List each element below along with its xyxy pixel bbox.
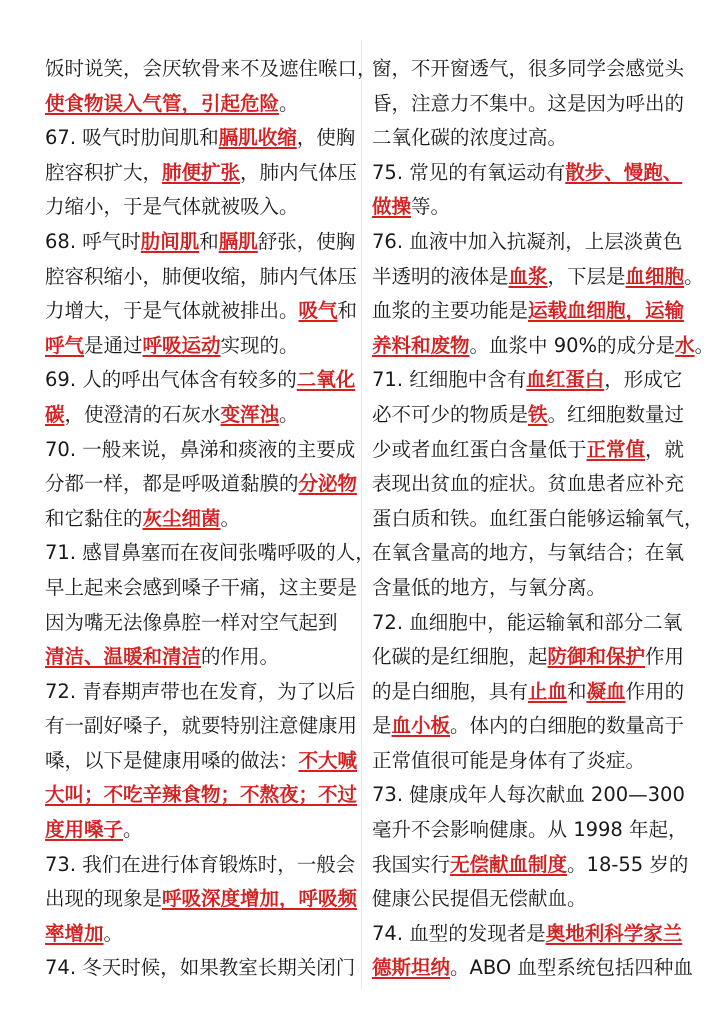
body-text: 因为嘴无法像鼻腔一样对空气起到 (45, 610, 338, 634)
body-text: 69. 人的呼出气体含有较多的 (45, 368, 297, 392)
body-text: 有一副好嗓子，就要特别注意健康用 (45, 714, 358, 738)
text-line (45, 260, 358, 295)
body-text: 实现的。 (220, 333, 299, 357)
highlighted-answer: 防御和保护 (547, 645, 646, 669)
body-text: 和 (567, 679, 587, 703)
text-line (372, 813, 688, 848)
right-column (372, 52, 715, 986)
body-text: 半透明的液体是 (372, 264, 509, 288)
body-text: 72. 青春期声带也在发育，为了以后 (45, 679, 356, 703)
body-text: 73. 我们在进行体育锻炼时，一般会 (45, 852, 356, 876)
highlighted-answer: 变浑浊 (220, 402, 280, 426)
text-line (372, 190, 682, 225)
highlighted-answer: 奥地利科学家兰 (545, 921, 683, 945)
body-text: 我国实行 (372, 852, 451, 876)
text-line (372, 640, 685, 675)
highlighted-answer: 分泌物 (298, 472, 358, 496)
text-line (45, 536, 375, 571)
text-line (45, 467, 358, 502)
highlighted-answer: 血红蛋白 (526, 368, 605, 392)
body-text: 和 (337, 299, 358, 323)
body-text: 力缩小，于是气体就被吸入。 (45, 195, 299, 219)
text-line (372, 882, 682, 917)
text-line (45, 640, 351, 675)
body-text: 必不可少的物质是 (372, 402, 529, 426)
text-line (45, 848, 356, 883)
text-line (45, 709, 358, 744)
text-line (45, 502, 351, 537)
text-line (372, 917, 682, 952)
body-text: 饭时说笑，会厌软骨来不及遮住喉口， (45, 57, 377, 80)
body-text: 在氧含量高的地方，与氧结合；在氧 (372, 541, 685, 565)
highlighted-answer: 肺便扩张 (162, 160, 241, 184)
body-text: ，下层是 (547, 264, 626, 288)
body-text: 二氧化碳的浓度过高。 (372, 126, 568, 150)
highlighted-answer: 大叫；不吃辛辣食物；不熬夜；不过 (45, 783, 358, 807)
text-line (372, 778, 685, 813)
text-line (372, 744, 682, 779)
text-line (45, 606, 351, 641)
text-line (45, 398, 351, 433)
text-line (372, 502, 704, 537)
highlighted-answer: 水 (675, 333, 695, 357)
text-line (372, 260, 704, 295)
body-text: 。 (684, 264, 704, 288)
body-text: 和它黏住的 (45, 506, 143, 530)
text-line (45, 433, 356, 468)
text-line (372, 951, 693, 986)
text-line (372, 398, 685, 433)
highlighted-answer: 肋间肌 (140, 229, 200, 253)
body-text: 舒张，使胸 (257, 229, 356, 253)
body-text: 70. 一般来说，鼻涕和痰液的主要成 (45, 437, 356, 461)
body-text: 腔容积缩小，肺便收缩，肺内气体压 (45, 264, 358, 288)
highlighted-answer: 灰尘细菌 (142, 506, 221, 530)
body-text: 窗，不开窗透气，很多同学会感觉头 (372, 57, 685, 80)
body-text: 76. 血液中加入抗凝剂，上层淡黄色 (372, 229, 683, 253)
text-line (372, 675, 685, 710)
body-text: 。 (220, 506, 241, 530)
body-text: 分都一样，都是呼吸道黏膜的 (45, 472, 299, 496)
body-text: 74. 血型的发现者是 (372, 921, 546, 945)
body-text: 腔容积扩大， (45, 160, 163, 184)
body-text: ，肺内气体压 (240, 160, 358, 184)
body-text: 是 (372, 714, 392, 738)
text-line (45, 571, 358, 606)
text-line (372, 329, 715, 364)
body-text: 和 (199, 229, 219, 253)
body-text: 。体内的白细胞的数量高于 (450, 714, 685, 738)
highlighted-answer: 碳 (45, 402, 65, 426)
body-text: 血浆的主要功能是 (372, 299, 529, 323)
text-line (372, 363, 682, 398)
text-line (372, 536, 685, 571)
highlighted-answer: 铁 (528, 402, 548, 426)
body-text: ，形成它 (604, 368, 683, 392)
text-line (45, 225, 356, 260)
body-text: 健康公民提倡无偿献血。 (372, 887, 587, 911)
body-text: 。18-55 岁的 (567, 852, 689, 876)
body-text: 71. 感冒鼻塞而在夜间张嘴呼吸的人， (45, 541, 375, 565)
body-text: 72. 血细胞中，能运输氧和部分二氧 (372, 610, 683, 634)
body-text: 出现的现象是 (45, 887, 163, 911)
text-line (45, 882, 358, 917)
highlighted-answer: 凝血 (586, 679, 626, 703)
body-text: ，使胸 (296, 126, 356, 150)
body-text: 的是白细胞，具有 (372, 679, 529, 703)
text-line (45, 52, 377, 87)
text-line (45, 813, 351, 848)
text-line (372, 848, 689, 883)
highlighted-answer: 不大喊 (298, 748, 358, 772)
body-text: 74. 冬天时候，如果教室长期关闭门 (45, 956, 356, 980)
text-line (372, 52, 685, 87)
text-line (372, 87, 685, 122)
highlighted-answer: 血浆 (508, 264, 548, 288)
body-text: 。 (694, 333, 715, 357)
text-line (372, 571, 682, 606)
body-text: 73. 健康成年人每次献血 200—300 (372, 783, 685, 807)
body-text: 作用的 (625, 679, 685, 703)
text-line (45, 917, 351, 952)
body-text: 作用 (645, 645, 685, 669)
text-line (45, 121, 356, 156)
highlighted-answer: 度用嗓子 (45, 818, 124, 842)
body-text: 。 (123, 818, 143, 842)
body-text: 化碳的是红细胞，起 (372, 645, 548, 669)
body-text: 是通过 (84, 333, 143, 357)
text-line (45, 363, 356, 398)
text-line (45, 778, 358, 813)
body-text: 。 (103, 921, 124, 945)
body-text: ，就 (645, 437, 685, 461)
body-text: 。ABO 血型系统包括四种血 (450, 956, 693, 980)
body-text: 表现出贫血的症状。贫血患者应补充 (372, 472, 685, 496)
column-divider (361, 40, 362, 990)
body-text: 嗓，以下是健康用嗓的做法： (45, 748, 299, 772)
text-line (45, 329, 351, 364)
body-text: 蛋白质和铁。血红蛋白能够运输氧气， (372, 506, 704, 530)
text-line (372, 606, 682, 641)
highlighted-answer: 散步、慢跑、 (565, 160, 683, 184)
body-text: 。红细胞数量过 (547, 402, 685, 426)
highlighted-answer: 德斯坦纳 (372, 956, 451, 980)
highlighted-answer: 呼气 (45, 333, 85, 357)
body-text: 昏，注意力不集中。这是因为呼出的 (372, 91, 685, 115)
highlighted-answer: 率增加 (45, 921, 104, 945)
highlighted-answer: 血小板 (391, 714, 451, 738)
body-text: 75. 常见的有氧运动有 (372, 160, 566, 184)
body-text: 。 (279, 402, 299, 426)
body-text: 含量低的地方，与氧分离。 (372, 575, 607, 599)
highlighted-answer: 养料和废物 (372, 333, 470, 357)
text-line (372, 709, 685, 744)
highlighted-answer: 呼吸深度增加，呼吸频 (162, 887, 358, 911)
body-text: ，使澄清的石灰水 (64, 402, 221, 426)
body-text: 正常值很可能是身体有了炎症。 (372, 748, 646, 772)
text-line (45, 156, 358, 191)
body-text: 。 (279, 91, 299, 115)
body-text: 68. 呼气时 (45, 229, 141, 253)
highlighted-answer: 吸气 (298, 299, 338, 323)
text-line (372, 225, 682, 260)
body-text: 。血浆中 90%的成分是 (469, 333, 676, 357)
body-text: 力增大，于是气体就被排出。 (45, 299, 299, 323)
highlighted-answer: 膈肌 (218, 229, 258, 253)
text-line (372, 121, 682, 156)
highlighted-answer: 二氧化 (296, 368, 356, 392)
highlighted-answer: 做操 (372, 195, 412, 219)
text-line (45, 294, 358, 329)
highlighted-answer: 清洁、温暖和清洁 (45, 645, 202, 669)
highlighted-answer: 正常值 (586, 437, 646, 461)
text-line (45, 951, 356, 986)
text-line (372, 467, 685, 502)
body-text: 67. 吸气时肋间肌和 (45, 126, 219, 150)
body-text: 等。 (411, 195, 451, 219)
body-text: 毫升不会影响健康。从 1998 年起， (372, 818, 688, 842)
text-line (45, 87, 351, 122)
body-text: 71. 红细胞中含有 (372, 368, 527, 392)
body-text: 的作用。 (201, 645, 280, 669)
highlighted-answer: 血细胞 (625, 264, 685, 288)
text-line (372, 433, 685, 468)
highlighted-answer: 无偿献血制度 (450, 852, 568, 876)
highlighted-answer: 运载血细胞，运输 (528, 299, 685, 323)
left-column (45, 52, 377, 986)
text-line (372, 294, 685, 329)
body-text: 早上起来会感到嗓子干痛，这主要是 (45, 575, 358, 599)
text-line (372, 156, 682, 191)
body-text: 少或者血红蛋白含量低于 (372, 437, 587, 461)
text-line (45, 744, 358, 779)
highlighted-answer: 止血 (528, 679, 568, 703)
text-line (45, 675, 356, 710)
highlighted-answer: 呼吸运动 (142, 333, 221, 357)
highlighted-answer: 使食物误入气管，引起危险 (45, 91, 280, 115)
highlighted-answer: 膈肌收缩 (218, 126, 297, 150)
text-line (45, 190, 351, 225)
